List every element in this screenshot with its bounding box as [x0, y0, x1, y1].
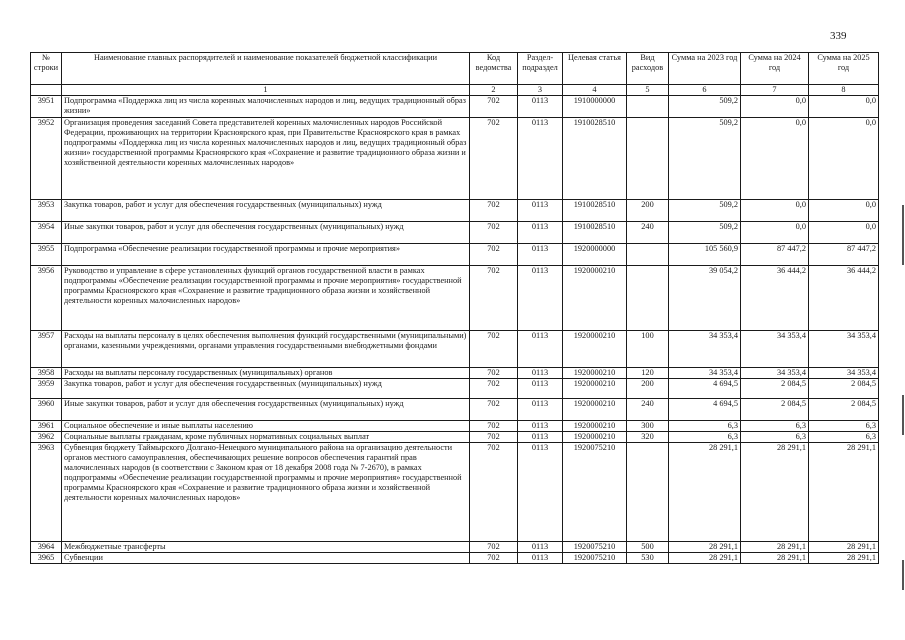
- row-section-code: 0113: [518, 331, 563, 368]
- table-body: [31, 96, 879, 564]
- header-target: Целевая статья: [563, 53, 627, 85]
- row-name: Социальные выплаты гражданам, кроме публичных нормативных социальных выплат: [62, 432, 470, 443]
- row-section-code: 0113: [518, 421, 563, 432]
- row-section-code: 0113: [518, 118, 563, 200]
- header-dept: Код ведомства: [470, 53, 518, 85]
- row-expense-code: 120: [627, 368, 669, 379]
- scan-edge-mark: [902, 560, 904, 590]
- row-expense-code: 500: [627, 542, 669, 553]
- row-number: 3953: [31, 200, 62, 222]
- row-sum-2023: 34 353,4: [669, 331, 741, 368]
- row-sum-2023: 105 560,9: [669, 244, 741, 266]
- table-row: [31, 118, 879, 200]
- row-expense-code: 240: [627, 222, 669, 244]
- row-name: Подпрограмма «Обеспечение реализации государственной программы и прочие мероприятия»: [62, 244, 470, 266]
- column-number: 2: [470, 85, 518, 96]
- row-section-code: 0113: [518, 432, 563, 443]
- row-name: Социальное обеспечение и иные выплаты населению: [62, 421, 470, 432]
- row-name: Межбюджетные трансферты: [62, 542, 470, 553]
- row-sum-2024: 2 084,5: [741, 379, 809, 399]
- row-target-code: 1920000210: [563, 331, 627, 368]
- header-2024: Сумма на 2024 год: [741, 53, 809, 85]
- row-target-code: 1910028510: [563, 118, 627, 200]
- scan-edge-mark: [902, 395, 904, 435]
- row-name: Закупка товаров, работ и услуг для обеспечения государственных (муниципальных) нужд: [62, 379, 470, 399]
- table-row: [31, 266, 879, 331]
- row-number: 3957: [31, 331, 62, 368]
- row-number: 3963: [31, 443, 62, 542]
- row-sum-2025: 6,3: [809, 421, 879, 432]
- table-row: [31, 331, 879, 368]
- row-sum-2023: 28 291,1: [669, 542, 741, 553]
- row-number: 3961: [31, 421, 62, 432]
- row-section-code: 0113: [518, 266, 563, 331]
- scan-edge-mark: [902, 205, 904, 265]
- row-target-code: 1920075210: [563, 553, 627, 564]
- row-target-code: 1920000210: [563, 266, 627, 331]
- table-row: [31, 379, 879, 399]
- row-expense-code: [627, 266, 669, 331]
- row-number: 3962: [31, 432, 62, 443]
- row-sum-2024: 28 291,1: [741, 443, 809, 542]
- row-name: Иные закупки товаров, работ и услуг для обеспечения государственных (муниципальных) нужд: [62, 399, 470, 421]
- header-expense: Вид расходов: [627, 53, 669, 85]
- page-number: 339: [830, 30, 847, 42]
- row-number: 3954: [31, 222, 62, 244]
- row-sum-2024: 36 444,2: [741, 266, 809, 331]
- row-sum-2025: 87 447,2: [809, 244, 879, 266]
- row-sum-2024: 28 291,1: [741, 542, 809, 553]
- row-sum-2025: 0,0: [809, 96, 879, 118]
- row-sum-2023: 509,2: [669, 200, 741, 222]
- row-dept-code: 702: [470, 331, 518, 368]
- row-sum-2025: 0,0: [809, 222, 879, 244]
- row-expense-code: 100: [627, 331, 669, 368]
- column-number: [31, 85, 62, 96]
- row-sum-2023: 34 353,4: [669, 368, 741, 379]
- row-dept-code: 702: [470, 222, 518, 244]
- row-number: 3959: [31, 379, 62, 399]
- row-number: 3958: [31, 368, 62, 379]
- table-row: [31, 443, 879, 542]
- row-section-code: 0113: [518, 443, 563, 542]
- table-row: [31, 399, 879, 421]
- row-expense-code: 300: [627, 421, 669, 432]
- row-sum-2023: 28 291,1: [669, 443, 741, 542]
- row-dept-code: 702: [470, 96, 518, 118]
- table-row: [31, 222, 879, 244]
- row-dept-code: 702: [470, 443, 518, 542]
- row-target-code: 1910028510: [563, 222, 627, 244]
- row-expense-code: 240: [627, 399, 669, 421]
- row-sum-2023: 4 694,5: [669, 379, 741, 399]
- row-sum-2025: 34 353,4: [809, 368, 879, 379]
- row-sum-2023: 4 694,5: [669, 399, 741, 421]
- table-row: [31, 96, 879, 118]
- row-sum-2024: 87 447,2: [741, 244, 809, 266]
- row-sum-2024: 6,3: [741, 432, 809, 443]
- row-expense-code: 200: [627, 200, 669, 222]
- row-sum-2024: 0,0: [741, 222, 809, 244]
- row-target-code: 1920000210: [563, 399, 627, 421]
- row-expense-code: 530: [627, 553, 669, 564]
- row-target-code: 1920075210: [563, 443, 627, 542]
- row-sum-2023: 28 291,1: [669, 553, 741, 564]
- row-number: 3960: [31, 399, 62, 421]
- row-dept-code: 702: [470, 432, 518, 443]
- column-number: 7: [741, 85, 809, 96]
- row-number: 3951: [31, 96, 62, 118]
- row-dept-code: 702: [470, 379, 518, 399]
- header-2023: Сумма на 2023 год: [669, 53, 741, 85]
- row-name: Иные закупки товаров, работ и услуг для обеспечения государственных (муниципальных) нужд: [62, 222, 470, 244]
- row-dept-code: 702: [470, 368, 518, 379]
- row-expense-code: 320: [627, 432, 669, 443]
- row-sum-2023: 509,2: [669, 222, 741, 244]
- table-row: [31, 244, 879, 266]
- row-target-code: 1920000210: [563, 379, 627, 399]
- row-number: 3964: [31, 542, 62, 553]
- table-row: [31, 368, 879, 379]
- row-sum-2023: 509,2: [669, 96, 741, 118]
- row-sum-2025: 34 353,4: [809, 331, 879, 368]
- header-2025: Сумма на 2025 год: [809, 53, 879, 85]
- row-sum-2025: 2 084,5: [809, 379, 879, 399]
- table-row: [31, 542, 879, 553]
- row-section-code: 0113: [518, 222, 563, 244]
- column-number: 6: [669, 85, 741, 96]
- row-dept-code: 702: [470, 118, 518, 200]
- row-expense-code: 200: [627, 379, 669, 399]
- row-dept-code: 702: [470, 421, 518, 432]
- row-dept-code: 702: [470, 553, 518, 564]
- row-sum-2025: 28 291,1: [809, 443, 879, 542]
- row-dept-code: 702: [470, 200, 518, 222]
- row-name: Подпрограмма «Поддержка лиц из числа коренных малочисленных народов и лиц, ведущих традиционный образ жизни»: [62, 96, 470, 118]
- row-section-code: 0113: [518, 399, 563, 421]
- row-sum-2023: 6,3: [669, 432, 741, 443]
- row-dept-code: 702: [470, 542, 518, 553]
- row-name: Закупка товаров, работ и услуг для обеспечения государственных (муниципальных) нужд: [62, 200, 470, 222]
- row-number: 3952: [31, 118, 62, 200]
- row-target-code: 1910028510: [563, 200, 627, 222]
- column-number: 4: [563, 85, 627, 96]
- column-number: 1: [62, 85, 470, 96]
- row-sum-2024: 0,0: [741, 200, 809, 222]
- row-sum-2024: 34 353,4: [741, 331, 809, 368]
- row-sum-2024: 2 084,5: [741, 399, 809, 421]
- row-dept-code: 702: [470, 266, 518, 331]
- row-target-code: 1910000000: [563, 96, 627, 118]
- row-sum-2025: 28 291,1: [809, 542, 879, 553]
- row-section-code: 0113: [518, 244, 563, 266]
- table-row: [31, 553, 879, 564]
- row-expense-code: [627, 244, 669, 266]
- row-name: Организация проведения заседаний Совета представителей коренных малочисленных народов Российской Федерации, проживающих на территории Красноярского края, при Правительстве Красноярского края в рамках подпрограммы «Поддержка лиц из числа коренных малочисленных народов и лиц, ведущих традиционный образ жизни» государственной программы Красноярского края «Сохранение и развитие традиционного образа жизни и хозяйственной деятельности коренных малочисленных народов»: [62, 118, 470, 200]
- row-name: Руководство и управление в сфере установленных функций органов государственной власти в рамках подпрограммы «Обеспечение реализации государственной программы и прочие мероприятия» государственной программы Красноярского края «Сохранение и развитие традиционного образа жизни и хозяйственной деятельности коренных малочисленных народов»: [62, 266, 470, 331]
- row-sum-2024: 28 291,1: [741, 553, 809, 564]
- row-number: 3956: [31, 266, 62, 331]
- row-sum-2025: 6,3: [809, 432, 879, 443]
- row-section-code: 0113: [518, 200, 563, 222]
- row-target-code: 1920000000: [563, 244, 627, 266]
- row-number: 3955: [31, 244, 62, 266]
- column-number: 3: [518, 85, 563, 96]
- row-section-code: 0113: [518, 96, 563, 118]
- row-section-code: 0113: [518, 553, 563, 564]
- table-row: [31, 421, 879, 432]
- row-sum-2025: 0,0: [809, 118, 879, 200]
- row-name: Расходы на выплаты персоналу в целях обеспечения выполнения функций государственными (муниципальными) органами, казенными учреждениями, органами управления государственными внебюджетными фондами: [62, 331, 470, 368]
- row-section-code: 0113: [518, 368, 563, 379]
- row-target-code: 1920000210: [563, 421, 627, 432]
- row-sum-2024: 0,0: [741, 118, 809, 200]
- table-row: [31, 200, 879, 222]
- column-number: 5: [627, 85, 669, 96]
- row-target-code: 1920000210: [563, 368, 627, 379]
- row-target-code: 1920075210: [563, 542, 627, 553]
- column-number-row: [31, 85, 879, 96]
- row-sum-2023: 6,3: [669, 421, 741, 432]
- row-expense-code: [627, 96, 669, 118]
- header-row-no: № строки: [31, 53, 62, 85]
- row-sum-2023: 509,2: [669, 118, 741, 200]
- row-expense-code: [627, 443, 669, 542]
- row-sum-2025: 2 084,5: [809, 399, 879, 421]
- row-sum-2025: 0,0: [809, 200, 879, 222]
- row-expense-code: [627, 118, 669, 200]
- row-name: Расходы на выплаты персоналу государственных (муниципальных) органов: [62, 368, 470, 379]
- row-dept-code: 702: [470, 399, 518, 421]
- row-name: Субвенция бюджету Таймырского Долгано-Ненецкого муниципального района на организацию деятельности органов местного самоуправления, обеспечивающих решение вопросов обеспечения гарантий прав малочисленных народов (в соответствии с Законом края от 18 декабря 2008 года № 7-2670), в рамках подпрограммы «Обеспечение реализации государственной программы и прочие мероприятия» государственной программы Красноярского края «Сохранение и развитие традиционного образа жизни и хозяйственной деятельности коренных малочисленных народов»: [62, 443, 470, 542]
- table-row: [31, 432, 879, 443]
- row-name: Субвенции: [62, 553, 470, 564]
- row-sum-2025: 28 291,1: [809, 553, 879, 564]
- header-section: Раздел-подраздел: [518, 53, 563, 85]
- row-section-code: 0113: [518, 379, 563, 399]
- header-name: Наименование главных распорядителей и наименование показателей бюджетной классификации: [62, 53, 470, 85]
- row-section-code: 0113: [518, 542, 563, 553]
- row-number: 3965: [31, 553, 62, 564]
- row-sum-2024: 34 353,4: [741, 368, 809, 379]
- row-sum-2023: 39 054,2: [669, 266, 741, 331]
- column-number: 8: [809, 85, 879, 96]
- row-sum-2024: 6,3: [741, 421, 809, 432]
- row-sum-2025: 36 444,2: [809, 266, 879, 331]
- header-row: [31, 53, 879, 85]
- budget-table: [30, 52, 879, 564]
- row-target-code: 1920000210: [563, 432, 627, 443]
- row-sum-2024: 0,0: [741, 96, 809, 118]
- row-dept-code: 702: [470, 244, 518, 266]
